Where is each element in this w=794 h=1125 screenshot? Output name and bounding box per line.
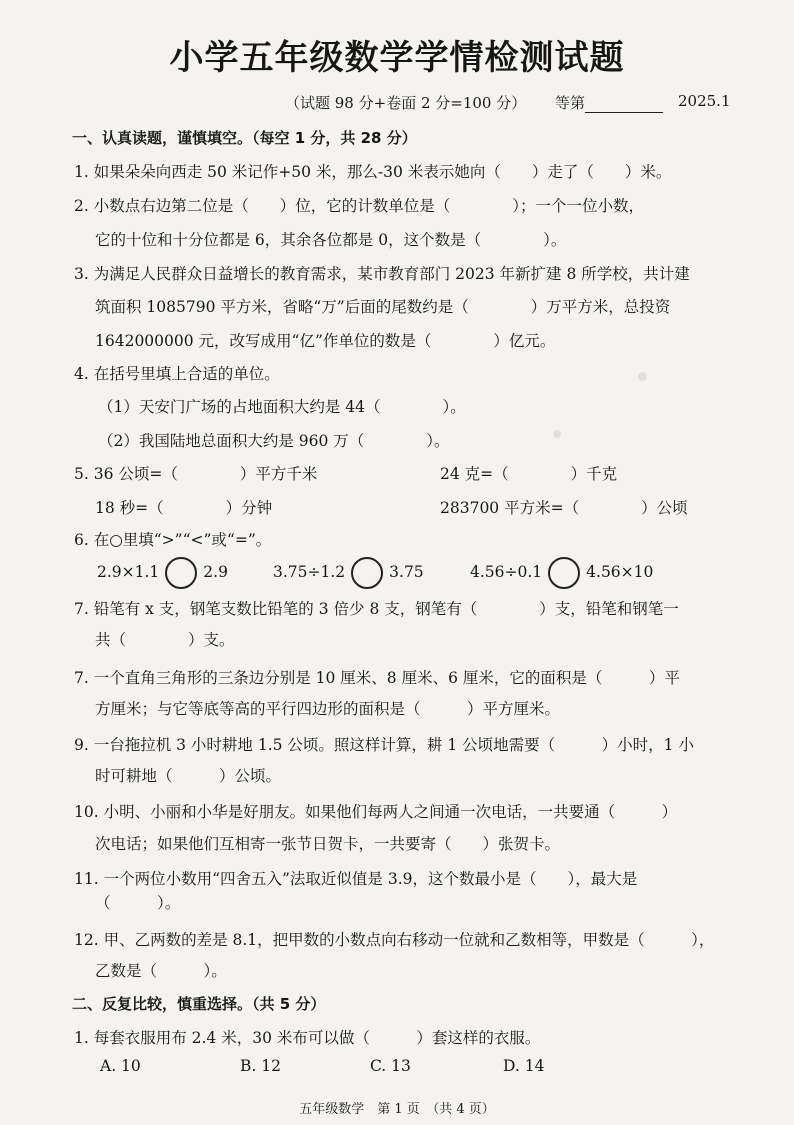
- question-8-line2: 方厘米；与它等底等高的平行四边形的面积是（ ）平方厘米。: [95, 700, 561, 718]
- section2-heading: 二、反复比较，慎重选择。（共 5 分）: [72, 995, 326, 1013]
- question-9-line1: 9. 一台拖拉机 3 小时耕地 1.5 公顷。照这样计算，耕 1 公顷地需要（ ）小时，1 小: [74, 736, 694, 754]
- question-11-line2: （ ）。: [95, 894, 181, 912]
- option-b[interactable]: B. 12: [240, 1057, 281, 1075]
- question-10-line1: 10. 小明、小丽和小华是好朋友。如果他们每两人之间通一次电话，一共要通（ ）: [74, 803, 678, 821]
- compare-left: 2.9×1.1: [97, 563, 160, 581]
- question-9-line2: 时可耕地（ ）公顷。: [95, 767, 282, 785]
- compare-right: 3.75: [389, 563, 424, 581]
- scan-spot: [638, 372, 647, 381]
- section2-question-1: 1. 每套衣服用布 2.4 米，30 米布可以做（ ）套这样的衣服。: [74, 1029, 541, 1047]
- compare-circle[interactable]: [548, 557, 580, 589]
- compare-circle[interactable]: [165, 557, 197, 589]
- question-5-a: 5. 36 公顷=（ ）平方千米: [74, 465, 318, 483]
- section1-heading: 一、认真读题，谨慎填空。（每空 1 分，共 28 分）: [72, 129, 417, 147]
- compare-right: 2.9: [203, 563, 228, 581]
- question-2-line1: 2. 小数点右边第二位是（ ）位，它的计数单位是（ ）；一个一位小数，: [74, 197, 644, 215]
- page-title: 小学五年级数学学情检测试题: [169, 38, 625, 78]
- compare-circle[interactable]: [351, 557, 383, 589]
- grade-label: 等第: [555, 94, 586, 112]
- compare-item-3: [470, 557, 653, 589]
- option-d[interactable]: D. 14: [503, 1057, 545, 1075]
- question-2-line2: 它的十位和十分位都是 6，其余各位都是 0，这个数是（ ）。: [95, 231, 567, 249]
- scan-spot: [553, 430, 561, 438]
- question-1: 1. 如果朵朵向西走 50 米记作+50 米，那么-30 米表示她向（ ）走了（ ）米。: [74, 163, 672, 181]
- compare-left: 4.56÷0.1: [470, 563, 543, 581]
- question-4-part1: （1）天安门广场的占地面积大约是 44（ ）。: [98, 398, 466, 416]
- compare-left: 3.75÷1.2: [273, 563, 346, 581]
- compare-item-1: [97, 557, 228, 589]
- page-footer: 五年级数学 第 1 页 （共 4 页）: [299, 1102, 495, 1117]
- question-3-line1: 3. 为满足人民群众日益增长的教育需求，某市教育部门 2023 年新扩建 8 所学校，共计建: [74, 265, 690, 283]
- question-12-line2: 乙数是（ ）。: [95, 962, 227, 980]
- question-10-line2: 次电话；如果他们互相寄一张节日贺卡，一共要寄（ ）张贺卡。: [95, 835, 561, 853]
- question-12-line1: 12. 甲、乙两数的差是 8.1，把甲数的小数点向右移动一位就和乙数相等，甲数是（ ），: [74, 931, 715, 949]
- question-3-line3: 1642000000 元，改写成用“亿”作单位的数是（ ）亿元。: [95, 332, 556, 350]
- question-7-line2: 共（ ）支。: [95, 631, 235, 649]
- question-8-line1: 7. 一个直角三角形的三条边分别是 10 厘米、8 厘米、6 厘米，它的面积是（ ）平: [74, 669, 680, 687]
- compare-right: 4.56×10: [586, 563, 654, 581]
- question-7-line1: 7. 铅笔有 x 支，钢笔支数比铅笔的 3 倍少 8 支，钢笔有（ ）支，铅笔和钢笔一: [74, 600, 679, 618]
- grade-field: [555, 92, 663, 113]
- question-11-line1: 11. 一个两位小数用“四舍五入”法取近似值是 3.9，这个数最小是（ ），最大是: [74, 870, 638, 888]
- question-5-d: 283700 平方米=（ ）公顷: [440, 499, 688, 517]
- option-c[interactable]: C. 13: [370, 1057, 411, 1075]
- question-4-part2: （2）我国陆地总面积大约是 960 万（ ）。: [98, 432, 450, 450]
- question-4: 4. 在括号里填上合适的单位。: [74, 365, 280, 383]
- exam-date: 2025.1: [678, 92, 731, 110]
- question-5-c: 18 秒=（ ）分钟: [95, 499, 273, 517]
- grade-blank[interactable]: [585, 98, 663, 113]
- question-6: 6. 在○里填“>”“<”或“=”。: [74, 531, 272, 549]
- compare-item-2: [273, 557, 424, 589]
- option-a[interactable]: A. 10: [100, 1057, 141, 1075]
- score-note: （试题 98 分+卷面 2 分=100 分）: [285, 94, 527, 112]
- question-3-line2: 筑面积 1085790 平方米，省略“万”后面的尾数约是（ ）万平方米，总投资: [95, 298, 671, 316]
- question-5-b: 24 克=（ ）千克: [440, 465, 618, 483]
